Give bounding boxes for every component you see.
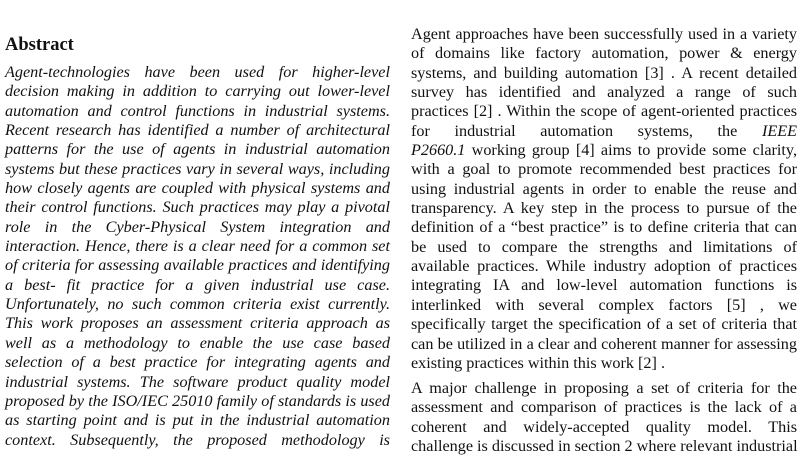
text-line: specifically target the specification of a set of criteria that <box>411 315 797 334</box>
text-line: Agent-technologies have been used for higher-level <box>5 63 390 81</box>
text-line: with a goal to promote recommended best practices for <box>411 160 797 179</box>
text-line: using industrial agents in order to enable the reuse and <box>411 179 797 198</box>
text-line: of criteria for assessing available practices and identifying <box>5 256 390 275</box>
text-line: proposed by the ISO/IEC 25010 family of standards is used <box>5 391 390 410</box>
text-line: for industrial automation systems, the IEEE <box>411 121 798 140</box>
text-line: challenge is discussed in section 2 where relevant industrial <box>411 437 798 456</box>
text-line: decision making in addition to carrying out lower-level <box>5 82 390 101</box>
text-line: integrating IA and low-level automation functions is <box>411 276 797 295</box>
text-line: interaction. Hence, there is a clear need for a common set <box>5 237 390 256</box>
text-line: survey has identified and analyzed a range of such <box>411 83 797 102</box>
intro-paragraph-1 <box>411 25 797 373</box>
text-line: patterns for the use of agents in industrial automation <box>5 140 390 159</box>
text-line: automation and control functions in industrial systems. <box>5 101 390 120</box>
text-line: role in the Cyber-Physical System integration and <box>5 217 390 236</box>
text-line: their control functions. Such practices may play a pivotal <box>5 198 390 217</box>
text-line: Unfortunately, no such common criteria exist currently. <box>5 295 390 314</box>
text-line: selection of a best practice for integrating agents and <box>5 353 390 372</box>
intro-paragraph-2 <box>411 379 797 456</box>
text-line: as starting point and is put in the industrial automation <box>5 411 390 430</box>
text-line: systems but these practices vary in several ways, including <box>5 159 390 178</box>
text-line: Agent approaches have been successfully used in a variety <box>411 25 797 43</box>
text-line: coherent and widely-accepted quality model. This <box>411 417 797 436</box>
text-line: practices [2] . Within the scope of agent-oriented practices <box>411 102 797 121</box>
text-line: available practices. While industry adoption of practices <box>411 257 797 276</box>
text-line: well as a methodology to enable the use case based <box>5 333 390 352</box>
text-line: systems, and building automation [3] . A recent detailed <box>411 63 797 82</box>
text-line: context. Subsequently, the proposed methodology is <box>5 430 390 449</box>
text-line: Recent research has identified a number of architectural <box>5 121 390 140</box>
abstract-text <box>5 63 390 450</box>
abstract-heading: Abstract <box>5 35 74 55</box>
text-line: interlinked with several complex factors [5] , we <box>411 295 797 314</box>
text-line: P2660.1 working group [4] aims to provide some clarity, <box>411 141 797 160</box>
text-line: assessment and comparison of practices is the lack of a <box>411 398 797 417</box>
text-line: definition of a “best practice” is to define criteria that can <box>411 218 797 237</box>
text-line: A major challenge in proposing a set of criteria for the <box>411 379 797 397</box>
text-line: how closely agents are coupled with physical systems and <box>5 179 390 198</box>
text-line: of domains like factory automation, power & energy <box>411 44 797 63</box>
text-line: a best- fit practice for a given industrial use case. <box>5 275 390 294</box>
text-line: industrial systems. The software product quality model <box>5 372 390 391</box>
text-line: be used to compare the strengths and limitations of <box>411 237 797 256</box>
text-line: This work proposes an assessment criteria approach as <box>5 314 390 333</box>
text-line: transparency. A key step in the process to pursue of the <box>411 199 797 218</box>
text-line: can be utilized in a clear and coherent manner for assessing <box>411 334 797 353</box>
text-line: existing practices within this work [2] . <box>411 353 666 372</box>
